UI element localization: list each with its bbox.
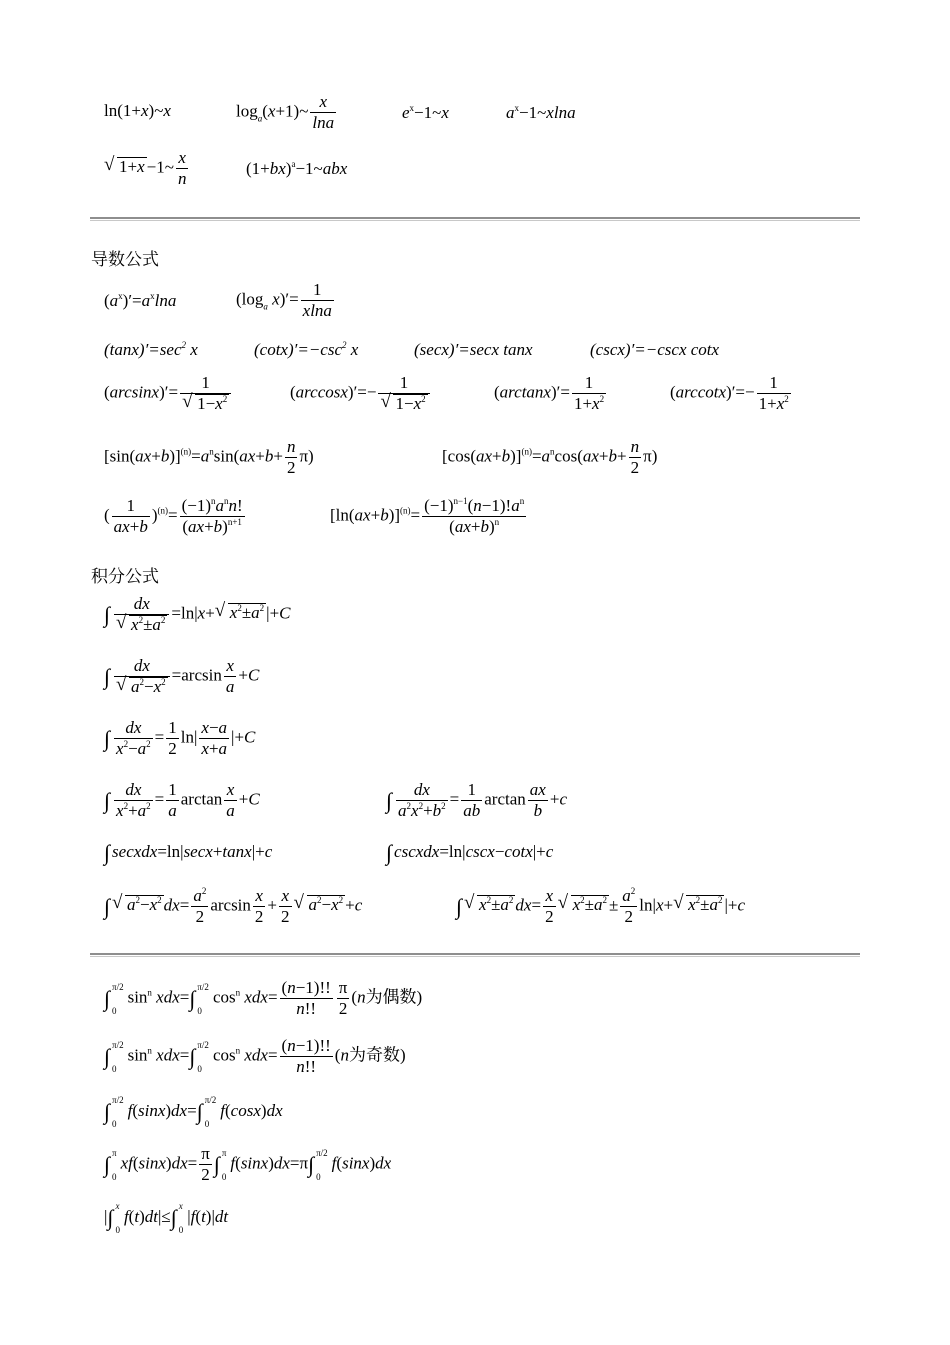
deriv-cos-n: $[\cos(ax+b)]^{(n)}=a^n\cos(ax+b+$ $\frac{n}{2}$ π) bbox=[442, 437, 658, 477]
deriv-cot: $(\cot x)'=-\csc^2$ x bbox=[254, 340, 359, 359]
deriv-recip-n: ( $\frac{1}{ax+b}$ )$^{(n)}$= $(-1)^na^nn$! $(ax+b)^{n+1}$ bbox=[104, 496, 243, 536]
integral-3: ∫ $\frac{dx}{x^2-a^2}$ = $\frac{1}{2}$ ln| $\frac{x-a}{x+a}$ |+C bbox=[104, 718, 256, 758]
definite-2: ∫ π/2 $0\sin^n$ xdx=∫ π/2 $0\cos^n$ xdx= $\frac{(n-1)!!}{n!!}$ (n为奇数) bbox=[104, 1036, 406, 1076]
deriv-arccos: (arccosx)′=− 1 √ $1-x^2$ bbox=[290, 373, 432, 414]
deriv-tan: $(\tan x)'=\sec^2$ x bbox=[104, 340, 198, 359]
deriv-sin-n: $[\sin(ax+b)]^{(n)}=a^n\sin(ax+b+$ $\frac{n}{2}$ π) bbox=[104, 437, 314, 477]
equiv-exp: $e^x-1\sim x$ bbox=[402, 103, 449, 122]
derivative-section-title: 导数公式 bbox=[91, 250, 159, 270]
integral-8: ∫√ $a^2-x^2$ dx= $\frac{a^2}{2}$ arcsin $\frac{x}{2}$ + $\frac{x}{2}$ √ $a^2-x^2 +c$ bbox=[104, 886, 362, 927]
integral-9: ∫√ $x^2\pm a^2$ dx= $\frac{x}{2}$ √ $x^2\pm a^2$ ± $\frac{a^2}{2}$ ln|x+√ $x^2\pm a^2$ |+c bbox=[456, 886, 745, 927]
definite-5: |∫ x 0f(t)dt|≤∫ x 0|f(t)|dt bbox=[104, 1201, 229, 1235]
deriv-arccot: (arccotx)′=− $\frac{1}{1+x^2}$ bbox=[670, 373, 789, 413]
equiv-log: $\log_a(x+1)\sim$ $\frac{x}{\ln a}$ bbox=[236, 92, 335, 132]
equiv-ln: ln(1+x)~x bbox=[104, 101, 171, 120]
integral-7: ∫ cscxdx=ln|cscx−cotx|+c bbox=[386, 840, 554, 865]
deriv-ln-n: $[\ln(ax+b)]^{(n)}=$ $\frac{(-1)^{n-1}(n-1)!a^n}{(ax+b)^n}$ bbox=[330, 496, 525, 536]
integral-6: ∫ secxdx=ln|secx+tanx|+c bbox=[104, 840, 273, 865]
equiv-root: √ 1+x −1~ $\frac{x}{n}$ bbox=[104, 148, 190, 189]
definite-3: ∫ π/2 0f(sinx)dx=∫ π/2 0f(cosx)dx bbox=[104, 1095, 283, 1129]
integral-section-title: 积分公式 bbox=[91, 567, 159, 587]
deriv-ax: $(a^x)'=a^x\ln a$ bbox=[104, 291, 177, 310]
integral-5: ∫ $\frac{dx}{a^2x^2+b^2}$ = $\frac{1}{ab}$ arctan $\frac{ax}{b}$ +c bbox=[386, 780, 567, 820]
divider-2 bbox=[90, 953, 860, 957]
equiv-ax: $a^x-1\sim xlna$ bbox=[506, 103, 576, 122]
deriv-sec: (secx)′=secx tanx bbox=[414, 340, 533, 359]
integral-4: ∫ $\frac{dx}{x^2+a^2}$ = $\frac{1}{a}$ arctan $\frac{x}{a}$ +C bbox=[104, 780, 260, 820]
integral-2: ∫ dx √ $a^2-x^2$ =arcsin $\frac{x}{a}$ +C bbox=[104, 656, 259, 697]
definite-1: ∫ π/2 $0\sin^n$ xdx=∫ π/2 $0\cos^n$ xdx= $\frac{(n-1)!!}{n!!}$ $\frac{\pi}{2}$ (n为偶数) bbox=[104, 978, 423, 1018]
deriv-csc: (cscx)′=−cscx cotx bbox=[590, 340, 720, 359]
integral-1: ∫ dx √ $x^2\pm a^2$ =ln|x+√ $x^2\pm a^2$ |+C bbox=[104, 594, 291, 635]
deriv-arctan: (arctanx)′= $\frac{1}{1+x^2}$ bbox=[494, 373, 605, 413]
definite-4: ∫ π 0xf(sinx)dx= $\frac{\pi}{2}$ ∫ π 0f(sinx)dx=π∫ π/2 0f(sinx)dx bbox=[104, 1144, 392, 1184]
equiv-bin: $(1+bx)^a-1\sim abx$ bbox=[246, 159, 348, 178]
deriv-arcsin: (arcsinx)′= 1 √ $1-x^2$ bbox=[104, 373, 233, 414]
divider-1 bbox=[90, 217, 860, 221]
deriv-log: ($\log_a$ x)′= $\frac{1}{xlna}$ bbox=[236, 280, 332, 320]
